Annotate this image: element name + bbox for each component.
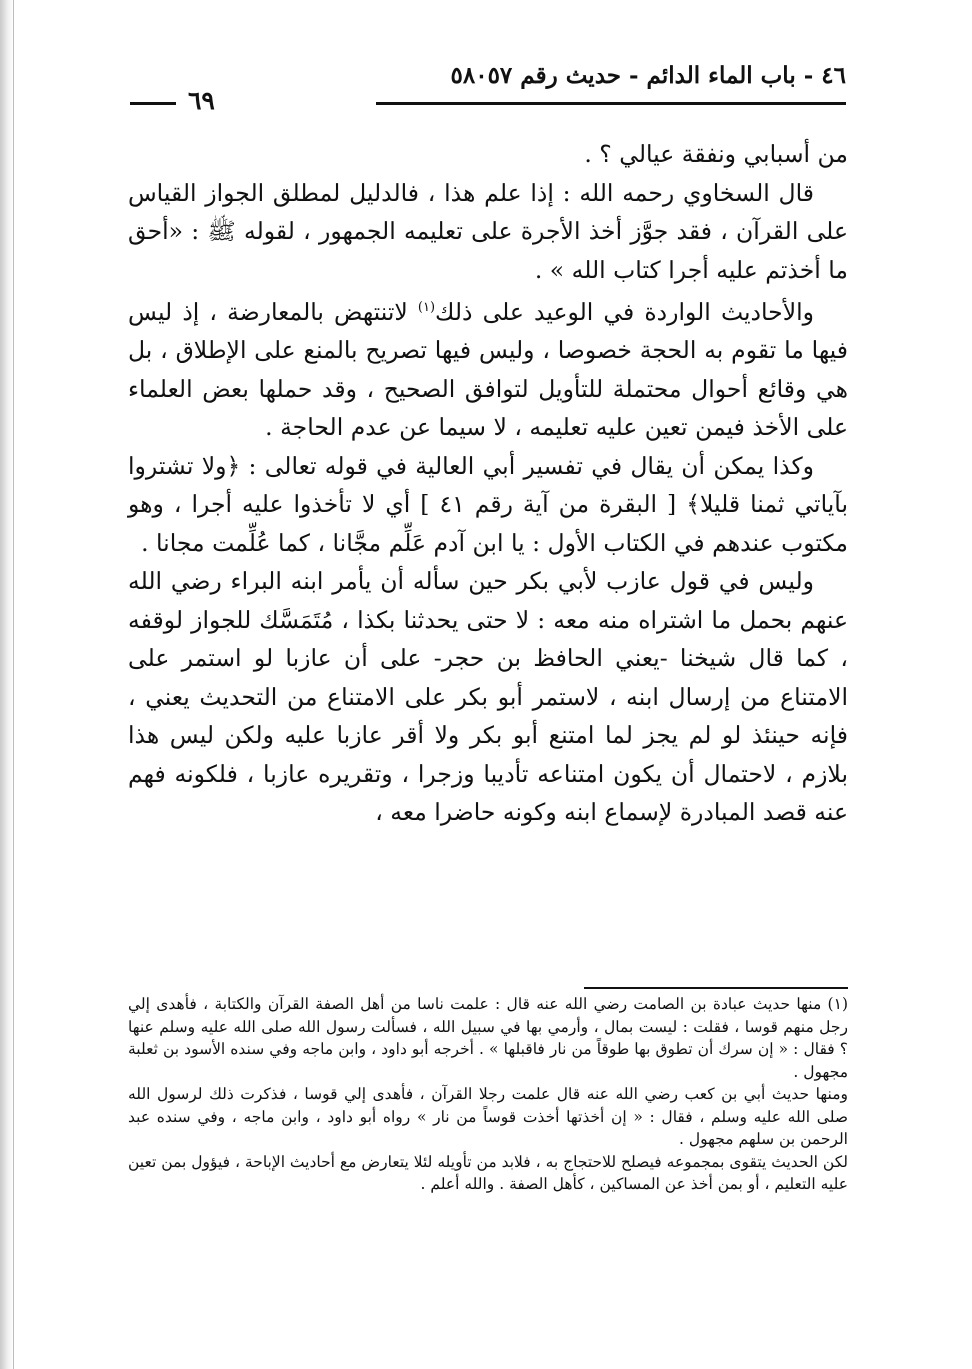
paragraph-3-rest: لاتنتهض بالمعارضة ، إذ ليس فيها ما تقوم به الحجة خصوصا ، وليس فيها تصريح بالمنع على الإطلاق ، بل هي وقائع أحوال محتملة للتأويل لتوافق الصحيح ، وقد حملها بعض العلماء على الأخذ فيمن تعين عليه تعليمه ، لا سيما عن عدم الحاجة . [128, 297, 848, 442]
footnote-3: لكن الحديث يتقوى بمجموعه فيصلح للاحتجاج به ، فلابد من تأويله لئلا يتعارض مع أحاديث الإباحة ، فيؤول بمن تعين عليه التعليم ، أو بمن أخذ عن المساكين ، كأهل الصفة . والله أعلم . [128, 1152, 848, 1193]
paragraph-1: من أسبابي ونفقة عيالي ؟ . [584, 140, 848, 168]
paragraph-4: وكذا يمكن أن يقال في تفسير أبي العالية في قوله تعالى : ﴿ولا تشتروا بآياتي ثمنا قليلا﴾ [ البقرة من آية رقم ٤١ ] أي لا تأخذوا عليه أجرا ، وهو مكتوب عندهم في الكتاب الأول : يا ابن آدم عَلِّم مجَّانا ، كما عُلِّمت مجانا . [128, 451, 848, 557]
paragraph-3-start: والأحاديث الواردة في الوعيد على ذلك [435, 297, 814, 326]
running-header [130, 62, 846, 122]
paragraph-2: قال السخاوي رحمه الله : إذا علم هذا ، فالدليل لمطلق الجواز القياس على القرآن ، فقد جوَّز أخذ الأجرة على تعليمه الجمهور ، لقوله ﷺ : «أحق ما أخذتم عليه أجرا كتاب الله » . [128, 178, 848, 284]
footnote-separator [584, 987, 848, 989]
footnotes [128, 993, 848, 1196]
paragraph-3 [128, 289, 848, 447]
header-rule-right [376, 102, 846, 105]
header-title: ٤٦ - باب الماء الدائم - حديث رقم ٥٨٠٥٧ [450, 62, 846, 89]
page-number: ٦٩ [188, 86, 215, 115]
header-rule-left [130, 102, 176, 105]
footnote-2: ومنها حديث أبي بن كعب رضي الله عنه قال علمت رجلا القرآن ، فأهدى إلي قوسا ، فذكرت ذلك لرسول الله صلى الله عليه وسلم ، فقال : « إن أخذتها أخذت قوساً من نار » رواه أبو داود ، وابن ماجه ، وفي سنده عبد الرحمن بن سلهم مجهول . [128, 1085, 848, 1148]
footnote-1: (١) منها حديث عبادة بن الصامت رضي الله عنه قال : علمت ناسا من أهل الصفة القرآن والكتابة ، فأهدى إلي رجل منهم قوسا ، فقلت : ليست بمال ، وأرمي بها في سبيل الله ، فسألت رسول الله صلى الله عليه وسلم عنها ؟ فقال : « إن سرك أن تطوق بها طوقاً من نار فاقبلها » . أخرجه أبو داود ، وابن ماجه وفي سنده الأسود بن ثعلبة مجهول . [128, 995, 848, 1081]
main-text [128, 135, 848, 832]
footnote-reference: (١) [417, 300, 436, 315]
page-edge [0, 0, 14, 1369]
paragraph-5: وليس في قول عازب لأبي بكر حين سأله أن يأمر ابنه البراء رضي الله عنهم بحمل ما اشتراه منه معه : لا حتى يحدثنا بكذا ، مُتَمَسَّك للجواز لوقفه ، كما قال شيخنا -يعني الحافظ بن حجر- على أن عازبا لو استمر على الامتناع من إرسال ابنه ، لاستمر أبو بكر على الامتناع من التحديث يعني ، فإنه حينئذ لو لم يجز لما امتنع أبو بكر ولا أقر عازبا عليه ولكن ليس هذا بلازم ، لاحتمال أن يكون امتناعه تأديبا وزجرا ، وتقريره عازبا ، فلكونه فهم عنه قصد المبادرة لإسماع ابنه وكونه حاضرا معه ، [128, 567, 848, 827]
page-edge-line [13, 0, 14, 1369]
